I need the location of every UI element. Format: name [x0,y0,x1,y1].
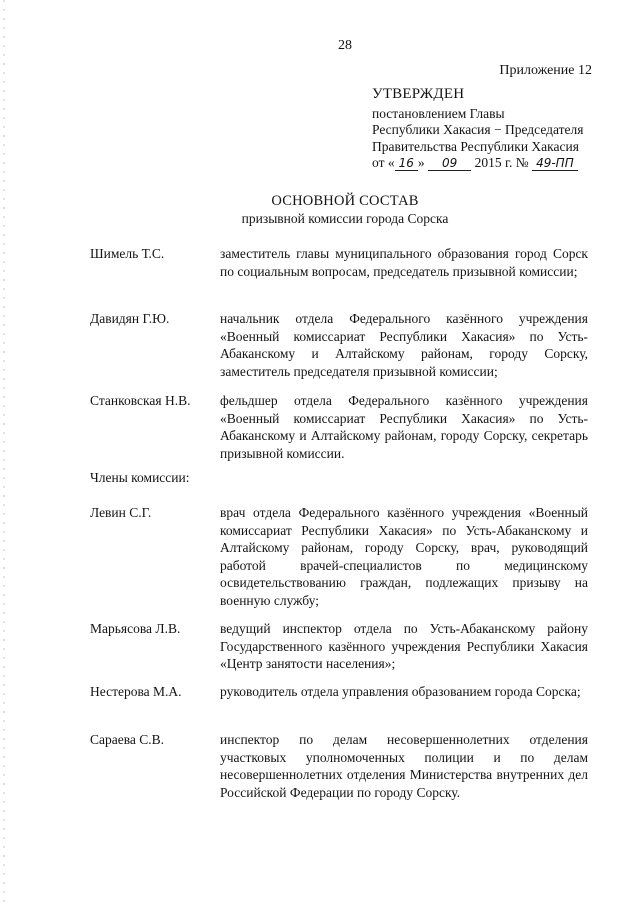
member-role: заместитель главы муниципального образования город Сорск по социальным вопросам, председатель призывной комиссии; [220,246,588,279]
member-name: Давидян Г.Ю. [90,311,170,326]
member-role: ведущий инспектор отдела по Усть-Абаканскому району Государственного казённого учреждения Республики Хакасия «Центр занятости населения»; [220,621,588,671]
member-role: начальник отдела Федерального казённого учреждения «Военный комиссариат Республики Хакасия» по Усть-Абаканскому и Алтайскому районам, городу Сорску, заместитель председателя призывной комиссии; [220,311,588,379]
handwritten-day: 16 [395,157,418,171]
member-name: Сараева С.В. [90,732,165,747]
member-name: Марьясова Л.В. [90,621,181,636]
member-entry [90,392,588,462]
document-subtitle: призывной комиссии города Сорска [241,211,449,226]
member-name: Шимель Т.С. [90,246,165,261]
member-name: Станковская Н.В. [90,393,191,408]
handwritten-number: 49-ПП [532,157,578,171]
approval-block [372,86,583,172]
member-entry [90,683,588,701]
handwritten-month: 09 [428,157,471,171]
approval-line-2: Республики Хакасия − Председателя [372,122,584,137]
page-number: 28 [338,38,352,53]
member-name: Нестерова М.А. [90,684,182,699]
scan-edge-marks [3,0,5,905]
member-role: врач отдела Федерального казённого учреждения «Военный комиссариат Республики Хакасия» по Усть-Абаканскому и Алтайскому районам, городу Сорску, врач, руководящий работой врачей-специалистов по медицинскому освидетельствованию граждан, подлежащих призыву на военную службу; [220,505,588,608]
member-entry [90,620,588,673]
approval-heading: УТВЕРЖДЕН [372,86,465,102]
member-entry [90,504,588,609]
member-name: Левин С.Г. [90,505,152,520]
appendix-label: Приложение 12 [499,63,592,78]
member-role: фельдшер отдела Федерального казённого учреждения «Военный комиссариат Республики Хакасия» по Усть-Абаканскому и Алтайскому районам, городу Сорску, секретарь призывной комиссии. [220,393,588,461]
approval-date [372,155,583,172]
approval-line-3: Правительства Республики Хакасия [372,138,579,154]
date-prefix: от « [372,155,395,170]
date-year: 2015 г. № [474,155,529,170]
member-role: инспектор по делам несовершеннолетних отделения участковых уполномоченных полиции и по делам несовершеннолетних отделения Министерства внутренних дел Российской Федерации по городу Сорску. [220,732,588,800]
date-sep: » [417,155,425,170]
approval-line-1: постановлением Главы [372,105,505,121]
document-title: ОСНОВНОЙ СОСТАВ [271,193,419,209]
member-entry [90,245,588,280]
member-entry [90,310,588,380]
member-role: руководитель отдела управления образованием города Сорска; [220,684,581,699]
members-label: Члены комиссии: [90,470,190,485]
member-entry [90,731,588,801]
